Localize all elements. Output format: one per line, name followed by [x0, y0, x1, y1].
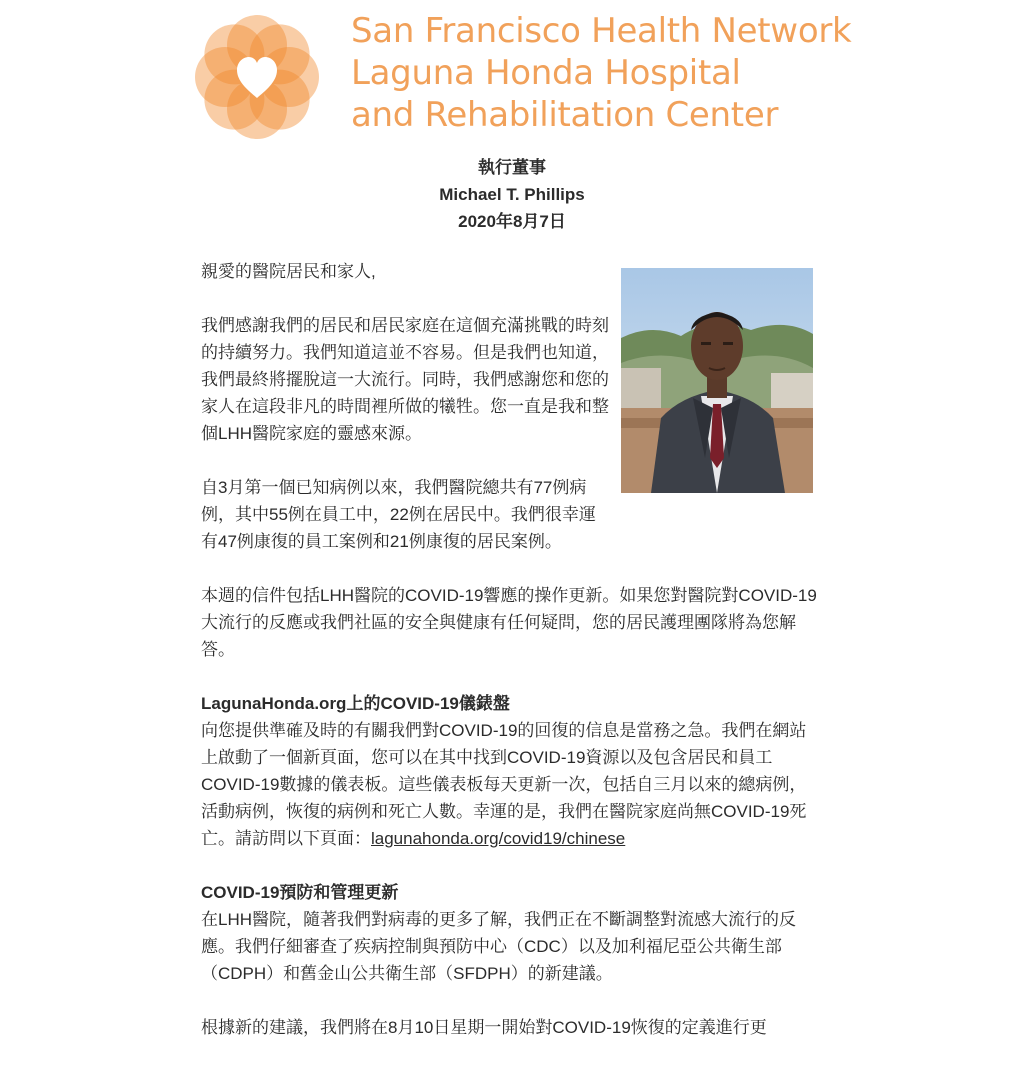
brand-wordmark: [351, 10, 851, 136]
section-dashboard: [201, 690, 821, 852]
section-dashboard-title: LagunaHonda.org上的COVID-19儀錶盤: [201, 694, 510, 713]
covid19-dashboard-link[interactable]: lagunahonda.org/covid19/chinese: [371, 829, 626, 848]
author-name: Michael T. Phillips: [439, 185, 585, 204]
letter-date: 2020年8月7日: [458, 212, 566, 231]
brand-line-hospital: Laguna Honda Hospital: [351, 53, 741, 93]
section-prevention-text: 在LHH醫院，隨著我們對病毒的更多了解，我們正在不斷調整對流感大流行的反應。我們仔細審查了疾病控制與預防中心（CDC）以及加利福尼亞公共衛生部（CDPH）和舊金山公共衛生部（SFDPH）的新建議。: [201, 910, 797, 983]
paragraph-weekly-update: 本週的信件包括LHH醫院的COVID-19響應的操作更新。如果您對醫院對COVID-19大流行的反應或我們社區的安全與健康有任何疑問，您的居民護理團隊將為您解答。: [201, 586, 817, 659]
section-dashboard-text: 向您提供準確及時的有關我們對COVID-19的回復的信息是當務之急。我們在網站上啟動了一個新頁面，您可以在其中找到COVID-19資源以及包含居民和員工COVID-19數據的儀表板。這些儀表板每天更新一次，包括自三月以來的總病例，活動病例，恢復的病例和死亡人數。幸運的是，我們在醫院家庭尚無COVID-19死亡。請訪問以下頁面：: [201, 721, 807, 848]
greeting: 親愛的醫院居民和家人,: [201, 262, 376, 281]
letter-body: [201, 258, 821, 1068]
paragraph-case-counts: 自3月第一個已知病例以來，我們醫院總共有77例病例，其中55例在員工中，22例在居民中。我們很幸運有47例康復的員工案例和21例康復的居民案例。: [201, 478, 596, 551]
letter-header: [0, 154, 1024, 235]
heart-flower-logo-icon: [191, 14, 323, 140]
paragraph-gratitude: 我們感謝我們的居民和居民家庭在這個充滿挑戰的時刻的持續努力。我們知道這並不容易。但是我們也知道，我們最終將擺脫這一大流行。同時，我們感謝您和您的家人在這段非凡的時間裡所做的犧牲。您一直是我和整個LHH醫院家庭的靈感來源。: [201, 316, 609, 443]
section-prevention-title: COVID-19預防和管理更新: [201, 883, 399, 902]
brand-line-network: San Francisco Health Network: [351, 11, 852, 51]
author-role: 執行董事: [478, 158, 546, 177]
section-prevention: [201, 879, 821, 987]
brand-line-center: and Rehabilitation Center: [351, 95, 779, 135]
paragraph-new-guidance: 根據新的建議，我們將在8月10日星期一開始對COVID-19恢復的定義進行更: [201, 1018, 767, 1037]
